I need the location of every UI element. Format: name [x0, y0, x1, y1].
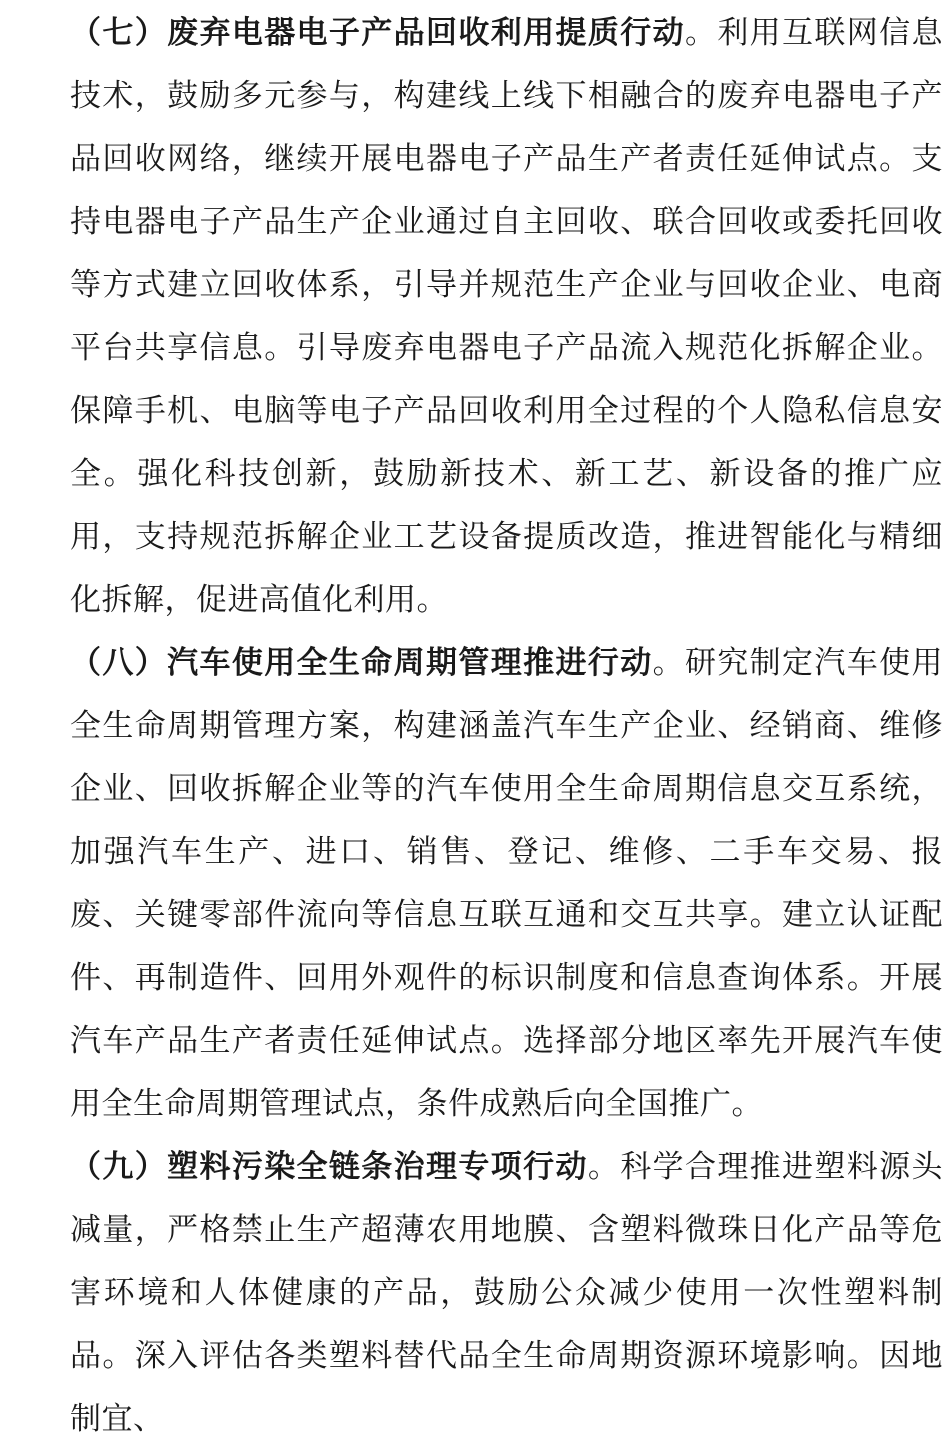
paragraph-nine-body: 。科学合理推进塑料源头减量，严格禁止生产超薄农用地膜、含塑料微珠日化产品等危害环境和人体健康的产品，鼓励公众减少使用一次性塑料制品。深入评估各类塑料替代品全生命周期资源环境影响。因地制宜、 — [70, 1149, 943, 1437]
paragraph-seven — [8, 0, 943, 632]
paragraph-eight-body: 。研究制定汽车使用全生命周期管理方案，构建涵盖汽车生产企业、经销商、维修企业、回收拆解企业等的汽车使用全生命周期信息交互系统，加强汽车生产、进口、销售、登记、维修、二手车交易、报废、关键零部件流向等信息互联互通和交互共享。建立认证配件、再制造件、回用外观件的标识制度和信息查询体系。开展汽车产品生产者责任延伸试点。选择部分地区率先开展汽车使用全生命周期管理试点，条件成熟后向全国推广。 — [70, 645, 943, 1122]
document-page — [8, 0, 943, 1451]
paragraph-eight — [8, 632, 943, 1136]
paragraph-seven-body: 。利用互联网信息技术，鼓励多元参与，构建线上线下相融合的废弃电器电子产品回收网络，继续开展电器电子产品生产者责任延伸试点。支持电器电子产品生产企业通过自主回收、联合回收或委托回收等方式建立回收体系，引导并规范生产企业与回收企业、电商平台共享信息。引导废弃电器电子产品流入规范化拆解企业。保障手机、电脑等电子产品回收利用全过程的个人隐私信息安全。强化科技创新，鼓励新技术、新工艺、新设备的推广应用，支持规范拆解企业工艺设备提质改造，推进智能化与精细化拆解，促进高值化利用。 — [70, 15, 943, 618]
paragraph-eight-heading: （八）汽车使用全生命周期管理推进行动 — [70, 645, 653, 681]
paragraph-nine — [8, 1136, 943, 1451]
paragraph-seven-heading: （七）废弃电器电子产品回收利用提质行动 — [70, 15, 685, 51]
paragraph-nine-heading: （九）塑料污染全链条治理专项行动 — [70, 1149, 588, 1185]
